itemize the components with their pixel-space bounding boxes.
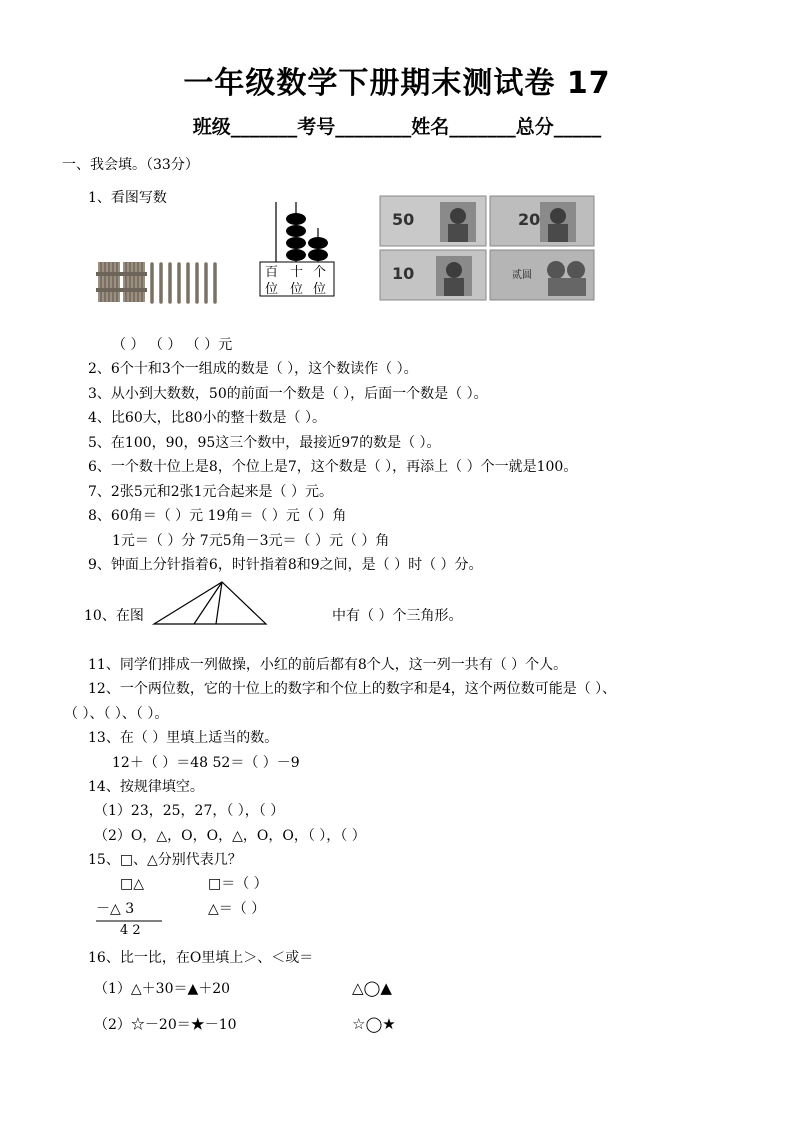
- abacus-label-tens: 十: [290, 265, 304, 280]
- banknote-20-value: 20: [518, 210, 541, 229]
- banknote-10-value: 10: [392, 264, 415, 283]
- question-14-part-1: （1）23，25，27，（ ），（ ）: [94, 803, 285, 819]
- question-15-triangle-answer: △＝（ ）: [208, 901, 266, 917]
- abacus-label-place-3: 位: [313, 282, 327, 297]
- question-8-line-2: 1元＝（ ）分 7元5角－3元＝（ ）元（ ）角: [112, 533, 390, 549]
- question-10-prefix: 10、在图: [84, 608, 144, 624]
- question-4: 4、比60大，比80小的整十数是（ ）。: [88, 410, 326, 426]
- student-info-line: 班级_______考号________姓名_______总分_____: [192, 116, 602, 138]
- question-15-subtrahend: －△ 3: [96, 901, 135, 917]
- question-2: 2、6个十和3个一组成的数是（ ），这个数读作（ ）。: [88, 361, 418, 377]
- question-16-part-2-compare: ☆◯★: [352, 1015, 396, 1033]
- section-heading: 一、我会填。（33分）: [62, 157, 199, 173]
- banknote-50-value: 50: [392, 210, 415, 229]
- question-11: 11、同学们排成一列做操，小红的前后都有8个人，这一列一共有（ ）个人。: [88, 657, 568, 673]
- banknote-20: [490, 196, 594, 246]
- question-9: 9、钟面上分针指着6，时针指着8和9之间，是（ ）时（ ）分。: [88, 557, 483, 573]
- question-1-answers: （ ） （ ） （ ）元: [112, 337, 233, 353]
- abacus-label-place-1: 位: [265, 282, 279, 297]
- question-16-part-2: （2）☆－20＝★－10: [94, 1017, 237, 1033]
- question-7: 7、2张5元和2张1元合起来是（ ）元。: [88, 484, 333, 500]
- question-5: 5、在100，90，95这三个数中，最接近97的数是（ ）。: [88, 435, 441, 451]
- question-15-minuend: □△: [120, 876, 144, 892]
- question-8-line-1: 8、60角＝（ ）元 19角＝（ ）元（ ）角: [88, 508, 347, 524]
- question-15-square-answer: □＝（ ）: [208, 876, 268, 892]
- question-3: 3、从小到大数数，50的前面一个数是（ ），后面一个数是（ ）。: [88, 386, 488, 402]
- question-1-label: 1、看图写数: [88, 190, 167, 206]
- question-13: 13、在（ ）里填上适当的数。: [88, 730, 279, 746]
- question-16-part-1-compare: △◯▲: [352, 979, 392, 997]
- abacus-label-ones: 个: [313, 265, 327, 280]
- question-16: 16、比一比，在O里填上＞、＜或＝: [88, 950, 314, 966]
- triangle-figure: [152, 580, 268, 626]
- stick-bundle-2: [121, 262, 147, 302]
- question-6: 6、一个数十位上是8，个位上是7，这个数是（ ），再添上（ ）个一就是100。: [88, 459, 578, 475]
- stick-bundle-1: [96, 262, 122, 302]
- question-16-part-1: （1）△＋30＝▲＋20: [94, 981, 231, 997]
- question-14-part-2: （2）O，△，O，O，△，O，O，（ ），（ ）: [94, 828, 366, 844]
- question-10-suffix: 中有（ ）个三角形。: [332, 608, 463, 624]
- page-title: 一年级数学下册期末测试卷 17: [183, 66, 611, 101]
- banknote-2-yuan: [490, 250, 594, 300]
- question-15: 15、□、△分别代表几？: [88, 852, 242, 868]
- abacus-label-hundreds: 百: [265, 265, 279, 280]
- banknote-2-yuan-text: 贰圆: [512, 270, 532, 281]
- single-sticks: [152, 264, 215, 302]
- question-13-items: 12＋（ ）＝48 52＝（ ）－9: [112, 755, 300, 771]
- question-12-line-1: 12、一个两位数，它的十位上的数字和个位上的数字和是4，这个两位数可能是（ ）、: [88, 681, 617, 697]
- question-12-line-2: （ ）、（ ）、（ ）。: [64, 706, 169, 722]
- question-14: 14、按规律填空。: [88, 779, 204, 795]
- abacus-label-place-2: 位: [290, 282, 304, 297]
- sticks-illustration: [96, 258, 222, 306]
- question-15-difference: 4 2: [120, 923, 141, 938]
